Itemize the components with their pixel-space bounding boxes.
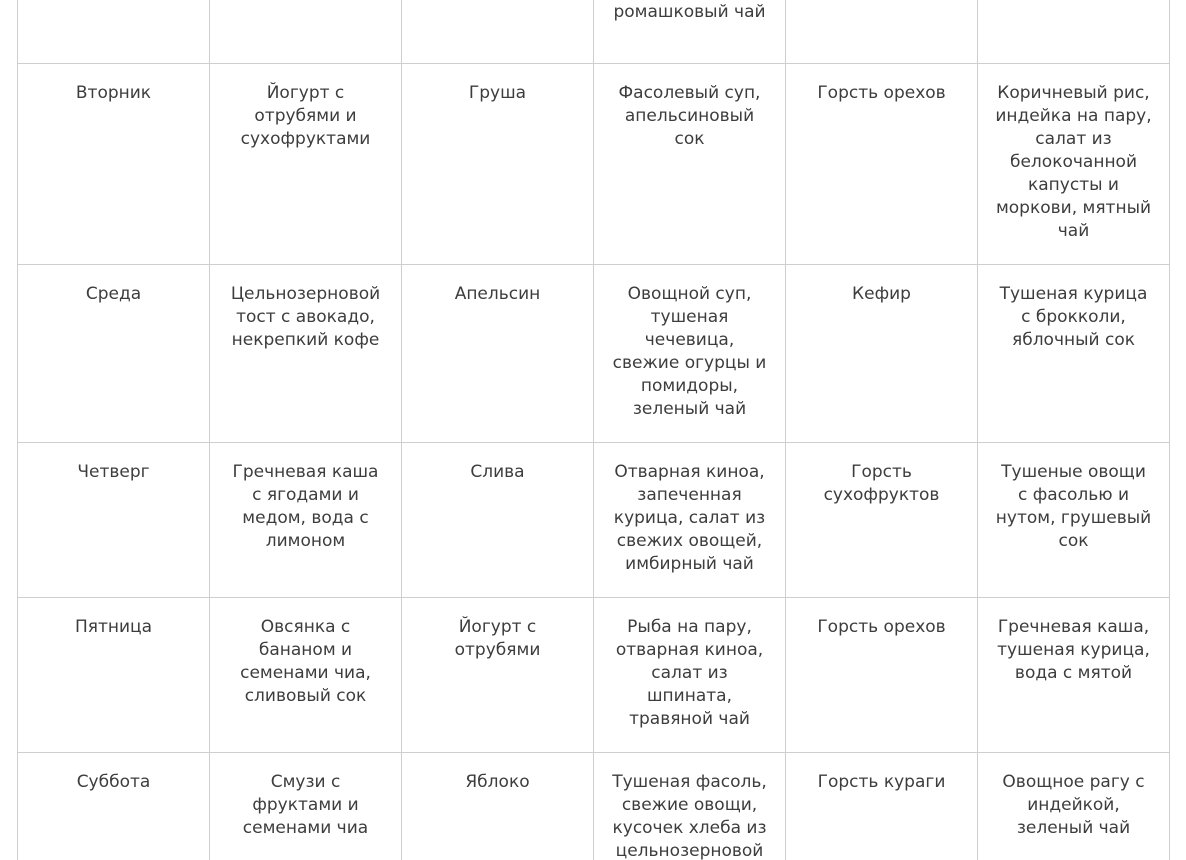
snack2-cell bbox=[786, 0, 978, 64]
dinner-cell bbox=[978, 0, 1170, 64]
dinner-cell: Гречневая каша, тушеная курица, вода с мятой bbox=[978, 598, 1170, 753]
dinner-cell: Коричневый рис, индейка на пару, салат из белокочанной капусты и моркови, мятный чай bbox=[978, 64, 1170, 265]
snack1-cell: Яблоко bbox=[402, 753, 594, 860]
day-cell: Суббота bbox=[18, 753, 210, 860]
table-row-tuesday bbox=[18, 64, 1170, 265]
breakfast-cell bbox=[210, 0, 402, 64]
day-cell: Вторник bbox=[18, 64, 210, 265]
breakfast-cell: Гречневая каша с ягодами и медом, вода с лимоном bbox=[210, 443, 402, 598]
dinner-cell: Тушеная курица с брокколи, яблочный сок bbox=[978, 265, 1170, 443]
weekly-diet-table bbox=[17, 0, 1170, 860]
snack1-cell: Слива bbox=[402, 443, 594, 598]
table-row-monday bbox=[18, 0, 1170, 64]
lunch-cell: Рыба на пару, отварная киноа, салат из шпината, травяной чай bbox=[594, 598, 786, 753]
lunch-cell: Фасолевый суп, апельсиновый сок bbox=[594, 64, 786, 265]
snack2-cell: Горсть орехов bbox=[786, 598, 978, 753]
breakfast-cell: Цельнозерновой тост с авокадо, некрепкий кофе bbox=[210, 265, 402, 443]
breakfast-cell: Йогурт с отрубями и сухофруктами bbox=[210, 64, 402, 265]
lunch-cell: Отварная киноа, запеченная курица, салат из свежих овощей, имбирный чай bbox=[594, 443, 786, 598]
table-row-saturday bbox=[18, 753, 1170, 860]
lunch-cell: Овощной суп, тушеная чечевица, свежие огурцы и помидоры, зеленый чай bbox=[594, 265, 786, 443]
table-row-friday bbox=[18, 598, 1170, 753]
day-cell: Среда bbox=[18, 265, 210, 443]
snack1-cell bbox=[402, 0, 594, 64]
day-cell: Четверг bbox=[18, 443, 210, 598]
breakfast-cell: Овсянка с бананом и семенами чиа, сливовый сок bbox=[210, 598, 402, 753]
breakfast-cell: Смузи с фруктами и семенами чиа bbox=[210, 753, 402, 860]
snack2-cell: Горсть орехов bbox=[786, 64, 978, 265]
day-cell bbox=[18, 0, 210, 64]
table-row-wednesday bbox=[18, 265, 1170, 443]
table-row-thursday bbox=[18, 443, 1170, 598]
snack2-cell: Горсть сухофруктов bbox=[786, 443, 978, 598]
lunch-text: ромашковый чай bbox=[613, 2, 766, 22]
dinner-cell: Тушеные овощи с фасолью и нутом, грушевый сок bbox=[978, 443, 1170, 598]
snack1-cell: Йогурт с отрубями bbox=[402, 598, 594, 753]
dinner-cell: Овощное рагу с индейкой, зеленый чай bbox=[978, 753, 1170, 860]
snack1-cell: Груша bbox=[402, 64, 594, 265]
snack2-cell: Кефир bbox=[786, 265, 978, 443]
snack1-cell: Апельсин bbox=[402, 265, 594, 443]
lunch-cell: Тушеная фасоль, свежие овощи, кусочек хлеба из цельнозерновой bbox=[594, 753, 786, 860]
day-cell: Пятница bbox=[18, 598, 210, 753]
lunch-cell bbox=[594, 0, 786, 64]
snack2-cell: Горсть кураги bbox=[786, 753, 978, 860]
